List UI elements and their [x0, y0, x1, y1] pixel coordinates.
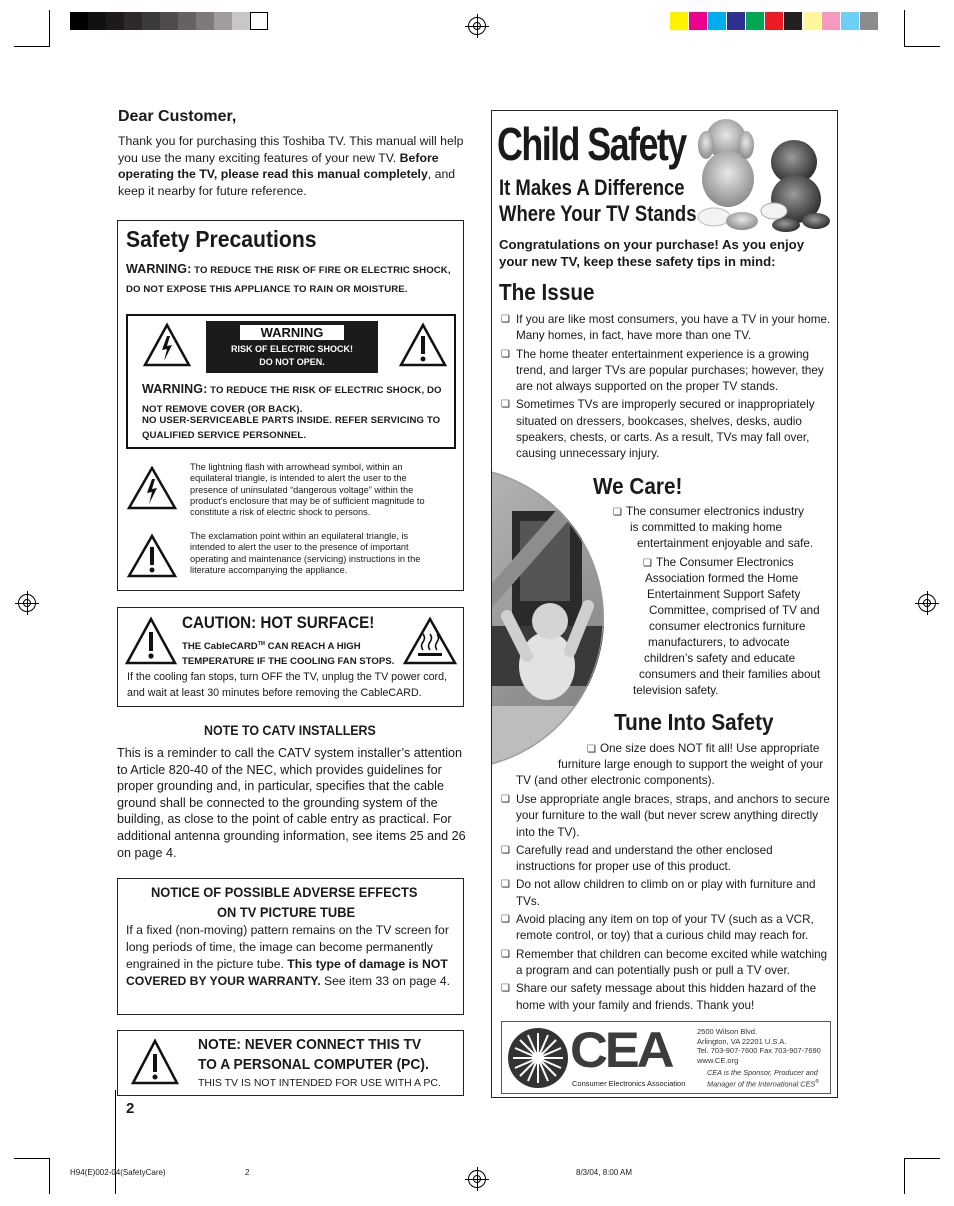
care-line: Entertainment Support Safety [647, 588, 801, 601]
care-line: manufacturers, to advocate [648, 636, 790, 649]
footer-page: 2 [245, 1168, 250, 1177]
we-care-title: We Care! [593, 473, 683, 499]
adverse-title-2: ON TV PICTURE TUBE [217, 904, 356, 920]
adverse-effects-box [117, 878, 464, 1015]
cea-starburst-logo [507, 1027, 569, 1089]
issue-title: The Issue [499, 279, 595, 305]
warning-remove-cover: WARNING: TO REDUCE THE RISK OF ELECTRIC SHOCK, DO NOT REMOVE COVER (OR BACK). [142, 382, 442, 415]
lightning-symbol-explanation: The lightning flash with arrowhead symbol, within an equilateral triangle, is intended to alert the user to the presence of uninsulated “dangerous voltage” within the product’s enclosure that may be of sufficient magnitude to constitute a risk of electric shock to persons. [190, 462, 425, 518]
page-number: 2 [126, 1100, 135, 1117]
pc-exclamation-icon [130, 1038, 180, 1086]
issue-list [501, 312, 831, 463]
caution-cablecard-warning: THE CableCARD™ CAN REACH A HIGH TEMPERATURE IF THE COOLING FAN STOPS. [182, 641, 395, 667]
cea-sponsor-note: CEA is the Sponsor, Producer and Manager of the International CES® [707, 1068, 819, 1088]
cea-address: 2500 Wilson Blvd. Arlington, VA 22201 U.S.A. Tel. 703-907-7600 Fax 703-907-7690 www.CE.org [697, 1027, 821, 1065]
care-line: Committee, comprised of TV and [649, 604, 820, 617]
child-safety-subtitle-1: It Makes A Difference [499, 175, 685, 200]
registration-mark-right [918, 594, 936, 612]
safety-precautions-box [117, 220, 464, 591]
care-line: Association formed the Home [645, 572, 799, 585]
caution-body: If the cooling fan stops, turn OFF the TV, unplug the TV power cord, and wait at least 30 minutes before removing the CableCARD. [127, 671, 448, 699]
care-line: entertainment enjoyable and safe. [637, 537, 814, 550]
child-safety-subtitle-2: Where Your TV Stands [499, 201, 697, 226]
registration-mark-left [18, 594, 36, 612]
tune-item: ❏ Do not allow children to climb on or play with furniture and TVs. [501, 877, 831, 910]
caution-title: CAUTION: HOT SURFACE! [182, 614, 375, 632]
exclamation-triangle-icon [398, 322, 448, 368]
adverse-title-1: NOTICE OF POSSIBLE ADVERSE EFFECTS [151, 884, 418, 900]
issue-item: ❏ The home theater entertainment experience is a growing trend, and larger TVs are popular purchases; however, they are not always supported on the proper TV stands. [501, 347, 831, 396]
cea-logo-text: CEA [570, 1022, 672, 1078]
warning-label-block [126, 314, 456, 449]
pc-note-box [117, 1030, 464, 1096]
tune-item: ❏ Share our safety message about this hidden hazard of the home with your family and friends. Thank you! [501, 981, 831, 1014]
warning-label-dark [206, 321, 378, 373]
pc-title-2: TO A PERSONAL COMPUTER (PC). [198, 1056, 429, 1073]
adverse-body: If a fixed (non-moving) pattern remains on the TV screen for long periods of time, the image can become permanently engrained in the picture tube. This type of damage is NOT COVERED BY YOUR WARRANTY. See item 33 on page 4. [126, 923, 450, 988]
cea-box [501, 1021, 831, 1094]
caution-exclamation-icon [124, 616, 178, 666]
care-line: children’s safety and educate [644, 652, 796, 665]
child-safety-title: Child Safety [497, 118, 686, 170]
tune-item: ❏ Use appropriate angle braces, straps, and anchors to secure your furniture to the wall (but never screw anything directly into the TV). [501, 792, 831, 841]
registration-mark-bottom [468, 1170, 486, 1188]
pc-title-1: NOTE: NEVER CONNECT THIS TV [198, 1036, 422, 1053]
dear-customer-intro: Thank you for purchasing this Toshiba TV. This manual will help you use the many exciting features of your new TV. Before operating the TV, please read this manual completely, and keep it nearby for future reference. [118, 134, 464, 199]
babies-photo [694, 117, 834, 233]
tune-item: ❏ Remember that children can become excited while watching a program and can potentially push or pull a TV over. [501, 947, 831, 980]
cea-logo-subtitle: Consumer Electronics Association [572, 1079, 686, 1088]
warning-label-line1: RISK OF ELECTRIC SHOCK! [230, 344, 353, 354]
tune-item: ❏ Carefully read and understand the other enclosed instructions for proper use of this product. [501, 843, 831, 876]
care-line: television safety. [633, 684, 719, 697]
care-line: ❏ The Consumer Electronics [643, 556, 794, 569]
tune-item: ❏ Avoid placing any item on top of your TV (such as a VCR, remote control, or toy) that a curious child may reach for. [501, 912, 831, 945]
catv-title: NOTE TO CATV INSTALLERS [204, 723, 376, 738]
hot-surface-icon [402, 616, 458, 666]
warning-label-line2: DO NOT OPEN. [259, 357, 325, 367]
congrats-text: Congratulations on your purchase! As you enjoy your new TV, keep these safety tips in mind: [499, 237, 805, 269]
care-line: ❏ The consumer electronics industry [613, 505, 804, 518]
no-user-serviceable: NO USER-SERVICEABLE PARTS INSIDE. REFER SERVICING TO QUALIFIED SERVICE PERSONNEL. [142, 415, 441, 441]
caution-hot-surface-box [117, 607, 464, 707]
warning-rain-moisture: WARNING: TO REDUCE THE RISK OF FIRE OR ELECTRIC SHOCK, DO NOT EXPOSE THIS APPLIANCE TO RAIN OR MOISTURE. [126, 262, 451, 295]
care-line: consumers and their families about [639, 668, 821, 681]
care-line: is committed to making home [630, 521, 782, 534]
safety-precautions-title: Safety Precautions [126, 226, 317, 252]
exclamation-symbol-icon [126, 533, 178, 579]
warning-label-title: WARNING [240, 325, 344, 340]
catv-body: This is a reminder to call the CATV system installer’s attention to Article 820-40 of the NEC, which provides guidelines for proper grounding and, in particular, specifies that the cable ground shall be connected to the grounding system of the building, as close to the point of cable entry as practical. For additional antenna grounding information, see items 25 and 26 on page 4. [117, 746, 466, 860]
tune-list [501, 792, 831, 1014]
tune-into-safety-title: Tune Into Safety [614, 709, 774, 735]
lightning-symbol-icon [126, 465, 178, 511]
pc-body: THIS TV IS NOT INTENDED FOR USE WITH A PC. [198, 1077, 441, 1089]
lightning-triangle-icon [142, 322, 192, 368]
dear-customer-heading: Dear Customer, [118, 108, 237, 125]
registration-mark-top [468, 17, 486, 35]
child-safety-panel: Child Safety It Makes A Difference Where Your TV Stands Congratulations on your purchase! As you enjoy your new TV, keep these safety tips in mind: The Issue ❏ If you are like most consumers, you have a TV in your home. Many homes, in fact, have more than one TV. ❏ The home theater entertainment experience is a growing trend, and larger TVs are popular purchases; however, they are not always supported on the proper TV stands. ❏ Sometimes TVs are improperly secured or inappropriately situated on dressers, bookcases, shelves, desks, audio speakers, chests, or carts. As a result, TVs may fall over, causing unnecessary injury. We Care! ❏ The consumer electronics industry is committed to making home entertainment enjoyable and safe. ❏ The Consumer Electronics Association formed the Home Entertainment Support Safety Committee, comprised of TV and consumer electronics furniture manufacturers, to advocate children’s safety and educate consumers and their families about television safety. Tune Into Safety ❏ One size does NOT fit all! Use appropriate furniture large enough to support the weight of your TV (and other electronic components). ❏ Use appropriate angle braces, straps, and anchors to secure your furniture to the wall (but never screw anything directly into the TV). ❏ Carefully read and understand the other enclosed instructions for proper use of this product. ❏ Do not allow children to climb on or play with furniture and TVs. ❏ Avoid placing any item on top of your TV (such as a VCR, remote control, or toy) that a curious child may reach for. ❏ Remember that children can become excited while watching a program and can potentially push or pull a TV over. ❏ Share our safety message about this hidden hazard of the home with your family and friends. Thank you! CEA Consumer Electronics Association 2500 Wilson Blvd. Arlington, VA 22201 U.S.A. Tel. 703-907-7600 Fax 703-907-7690 www.CE.org CEA is the Sponsor, Producer and Manager of the International CES® [491, 110, 838, 1098]
care-line: consumer electronics furniture [649, 620, 806, 633]
exclamation-symbol-explanation: The exclamation point within an equilateral triangle, is intended to alert the user to the presence of important operating and maintenance (servicing) instructions in the literature accompanying the appliance. [190, 531, 421, 575]
footer-date: 8/3/04, 8:00 AM [576, 1168, 633, 1177]
issue-item: ❏ Sometimes TVs are improperly secured or inappropriately situated on dressers, bookcases, shelves, desks, audio speakers, chests, or carts. As a result, TVs may fall over, causing unnecessary injury. [501, 397, 831, 462]
footer-file: H94(E)002-04(SafetyCare) [70, 1168, 166, 1177]
issue-item: ❏ If you are like most consumers, you have a TV in your home. Many homes, in fact, have more than one TV. [501, 312, 831, 345]
